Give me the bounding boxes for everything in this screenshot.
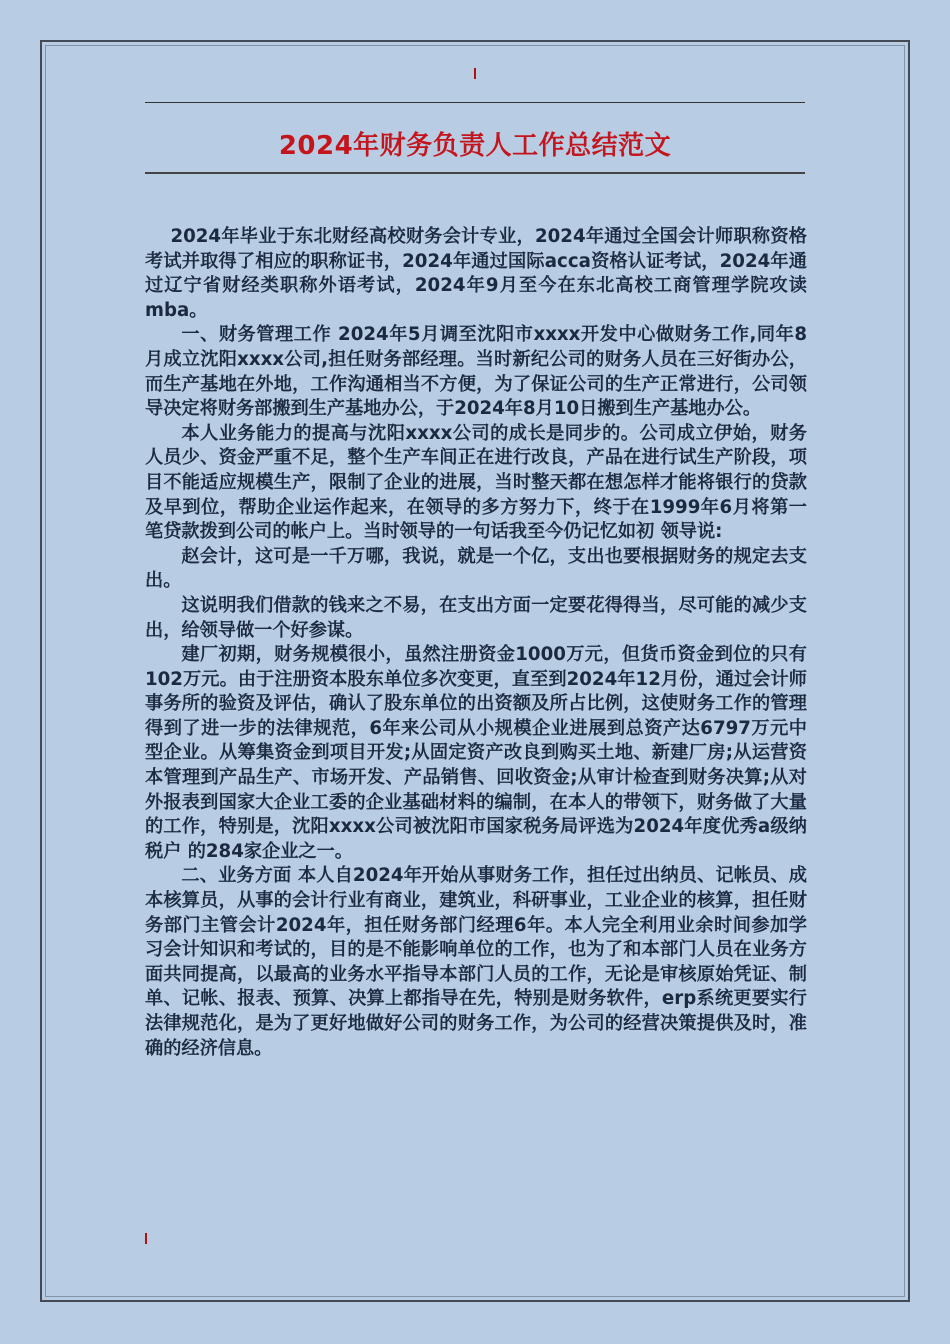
paragraph: 这说明我们借款的钱来之不易，在支出方面一定要花得得当，尽可能的减少支出，给领导做一个好参谋。	[145, 594, 807, 641]
paragraph: 建厂初期，财务规模很小，虽然注册资金1000万元，但货币资金到位的只有102万元。由于注册资本股东单位多次变更，直至到2024年12月份，通过会计师事务所的验资及评估，确认了股东单位的出资额及所占比例，这使财务工作的管理得到了进一步的法律规范，6年来公司从小规模企业进展到总资产达6797万元中型企业。从筹集资金到项目开发;从固定资产改良到购买土地、新建厂房;从运营资本管理到产品生产、市场开发、产品销售、回收资金;从审计检查到财务决算;从对外报表到国家大企业工委的企业基础材料的编制，在本人的带领下，财务做了大量的工作，特别是，沈阳xxxx公司被沈阳市国家税务局评选为2024年度优秀a级纳税户 的284家企业之一。	[145, 644, 807, 862]
document-body	[145, 225, 807, 1061]
header-rule	[145, 102, 805, 103]
paragraph: 赵会计，这可是一千万哪，我说，就是一个亿，支出也要根据财务的规定去支出。	[145, 545, 807, 592]
paragraph: 本人业务能力的提高与沈阳xxxx公司的成长是同步的。公司成立伊始，财务人员少、资金严重不足，整个生产车间正在进行改良，产品在进行试生产阶段，项目不能适应规模生产，限制了企业的进展，当时整天都在想怎样才能将银行的贷款及早到位，帮助企业运作起来，在领导的多方努力下，终于在1999年6月将第一笔贷款拨到公司的帐户上。当时领导的一句话我至今仍记忆如初 领导说:	[145, 422, 807, 543]
paragraph: 2024年毕业于东北财经高校财务会计专业，2024年通过全国会计师职称资格考试并取得了相应的职称证书，2024年通过国际acca资格认证考试，2024年通过辽宁省财经类职称外语考试，2024年9月至今在东北高校工商管理学院攻读mba。	[145, 226, 807, 321]
title-rule	[145, 172, 805, 174]
paragraph: 二、业务方面 本人自2024年开始从事财务工作，担任过出纳员、记帐员、成本核算员，从事的会计行业有商业，建筑业，科研事业，工业企业的核算，担任财务部门主管会计2024年，担任财务部门经理6年。本人完全利用业余时间参加学习会计知识和考试的，目的是不能影响单位的工作，也为了和本部门人员在业务方面共同提高，以最高的业务水平指导本部门人员的工作，无论是审核原始凭证、制单、记帐、报表、预算、决算上都指导在先，特别是财务软件，erp系统更要实行法律规范化，是为了更好地做好公司的财务工作，为公司的经营决策提供及时，准确的经济信息。	[145, 865, 807, 1059]
document-title: 2024年财务负责人工作总结范文	[278, 131, 672, 161]
footer-mark	[145, 1233, 147, 1244]
paragraph: 一、财务管理工作 2024年5月调至沈阳市xxxx开发中心做财务工作,同年8月成立沈阳xxxx公司,担任财务部经理。当时新纪公司的财务人员在三好街办公，而生产基地在外地，工作沟通相当不方便，为了保证公司的生产正常进行，公司领导决定将财务部搬到生产基地办公，于2024年8月10日搬到生产基地办公。	[145, 324, 807, 420]
header-mark	[474, 68, 476, 79]
